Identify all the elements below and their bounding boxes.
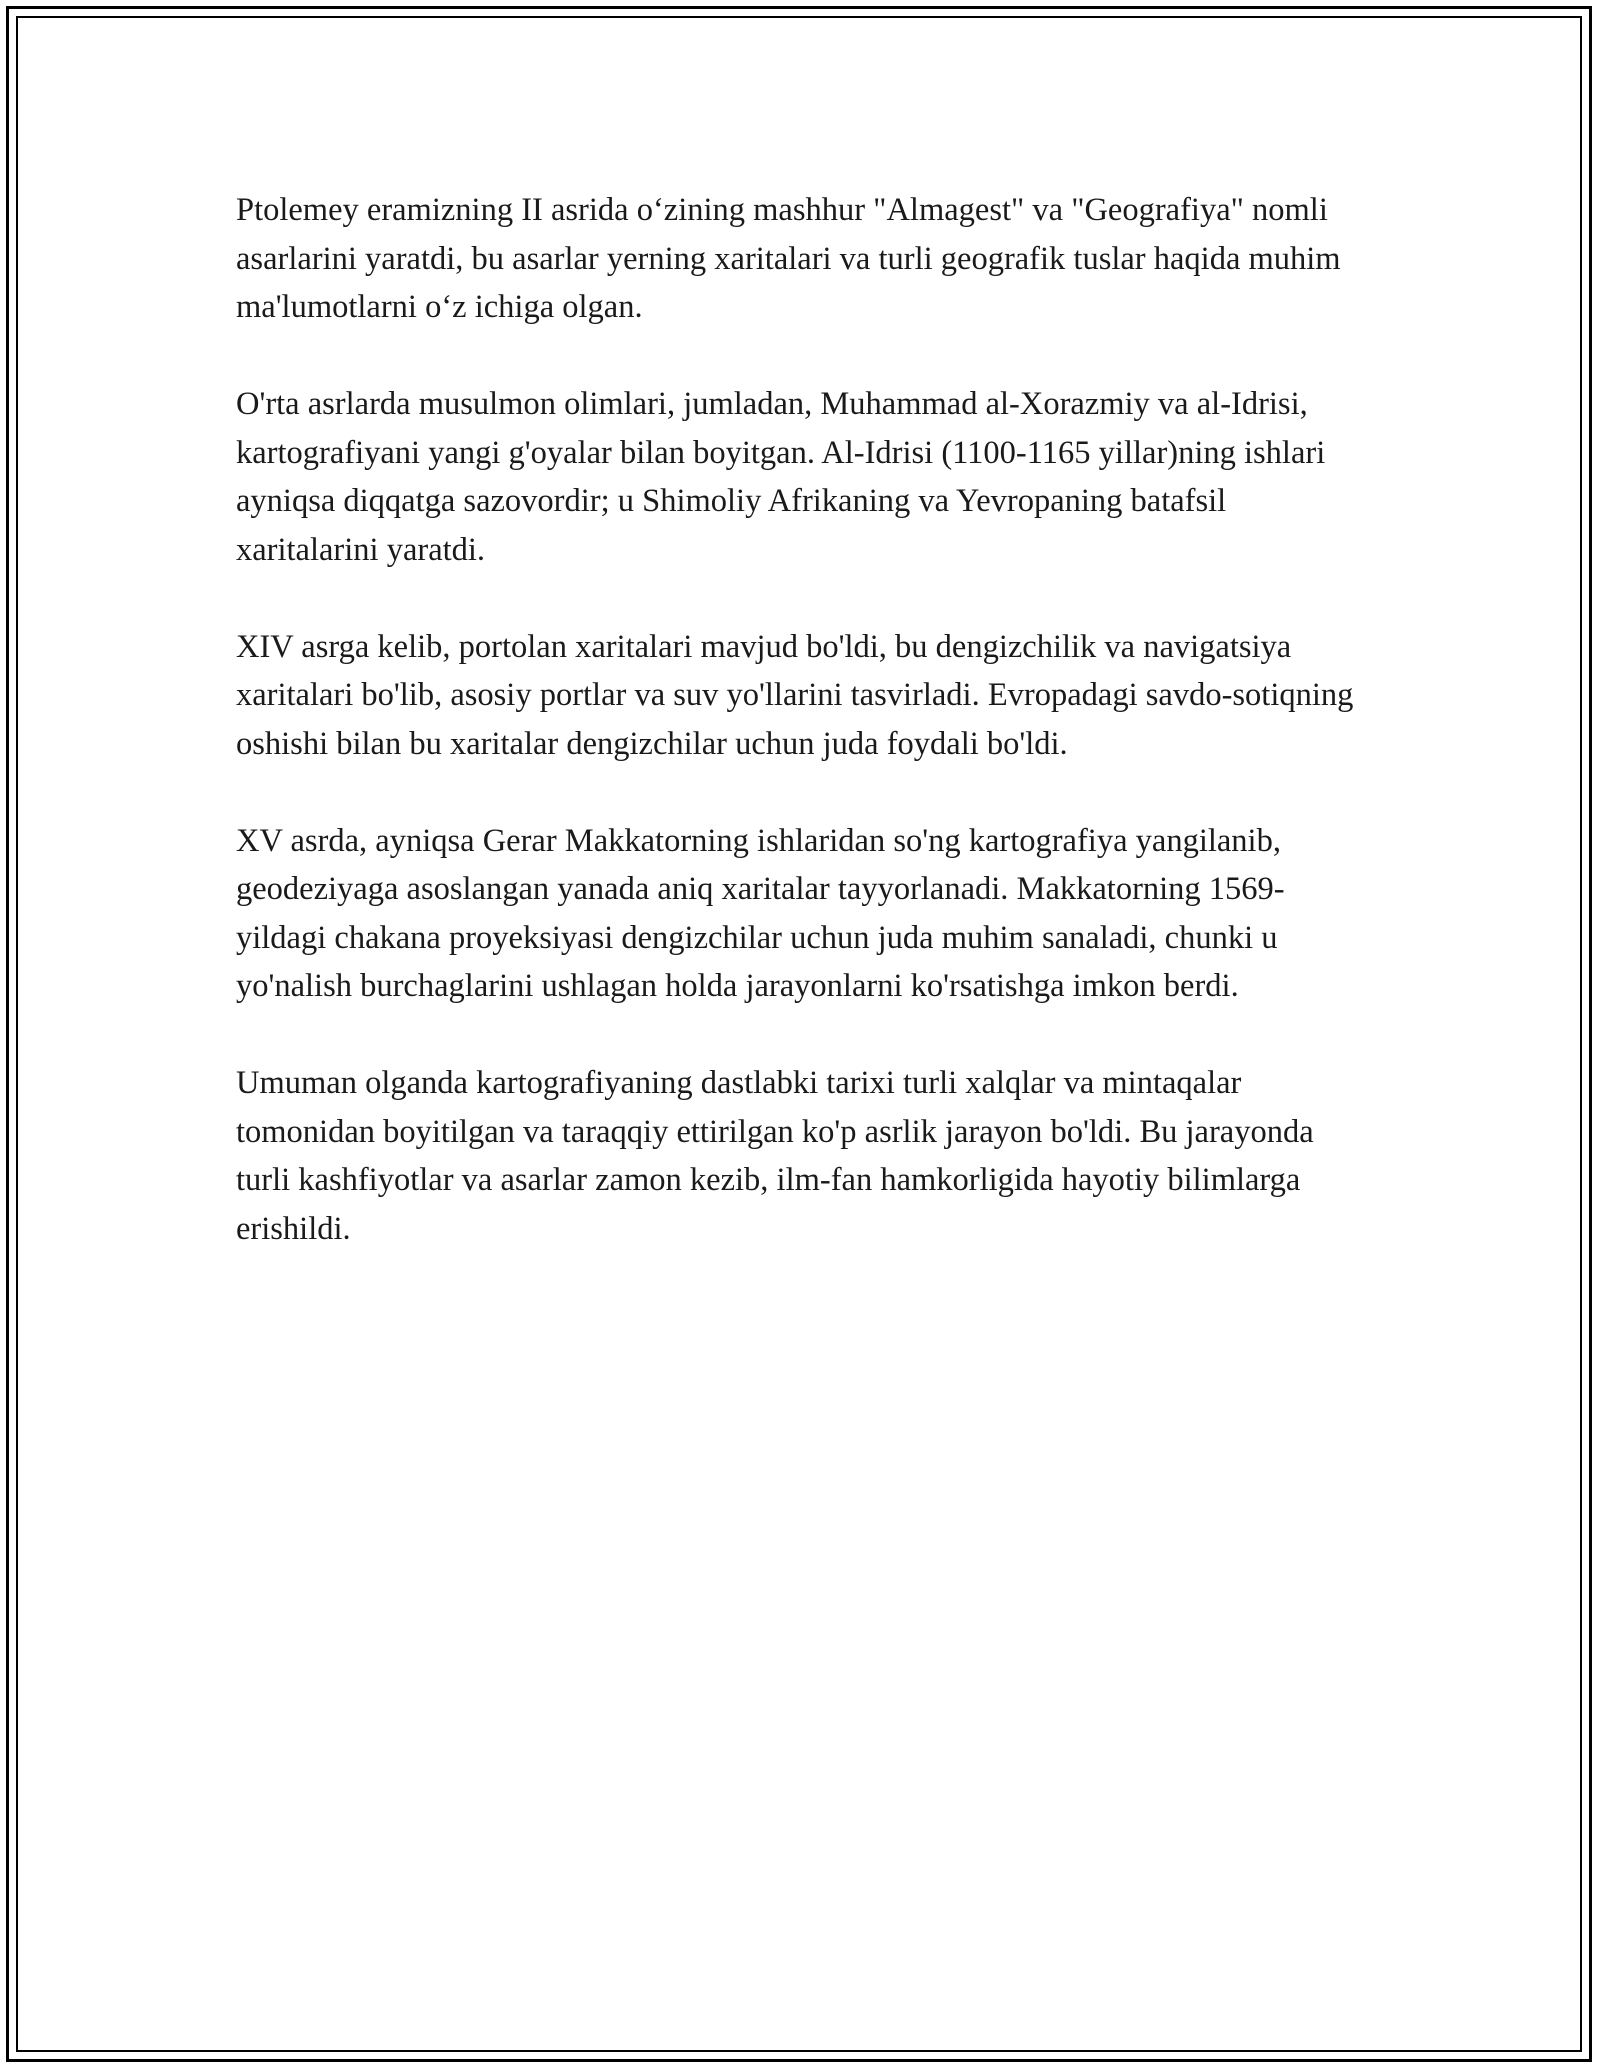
paragraph-medieval-scholars: O'rta asrlarda musulmon olimlari, jumladan, Muhammad al-Xorazmiy va al-Idrisi, kartografiyani yangi g'oyalar bilan boyitgan. Al-Idrisi (1100-1165 yillar)ning ishlari ayniqsa diqqatga sazovordir; u Shimoliy Afrikaning va Yevropaning batafsil xaritalarini yaratdi. [236,386,1326,568]
paragraph-ptolemy: Ptolemey eramizning II asrida o‘zining mashhur "Almagest" va "Geografiya" nomli asarlarini yaratdi, bu asarlar yerning xaritalari va turli geografik tuslar haqida muhim ma'lumotlarni o‘z ichiga olgan. [236,192,1341,325]
paragraph-summary: Umuman olganda kartografiyaning dastlabki tarixi turli xalqlar va mintaqalar tomonidan boyitilgan va taraqqiy ettirilgan ko'p asrlik jarayon bo'ldi. Bu jarayonda turli kashfiyotlar va asarlar zamon kezib, ilm-fan hamkorligida hayotiy bilimlarga erishildi. [236,1065,1314,1247]
paragraph-mercator: XV asrda, ayniqsa Gerar Makkatorning ishlaridan so'ng kartografiya yangilanib, geodeziyaga asoslangan yanada aniq xaritalar tayyorlanadi. Makkatorning 1569-yildagi chakana proyeksiyasi dengizchilar uchun juda muhim sanaladi, chunki u yo'nalish burchaglarini ushlagan holda jarayonlarni ko'rsatishga imkon berdi. [236,822,1285,1004]
document-body [236,186,1366,1302]
paragraph-portolan-charts: XIV asrga kelib, portolan xaritalari mavjud bo'ldi, bu dengizchilik va navigatsiya xaritalari bo'lib, asosiy portlar va suv yo'llarini tasvirladi. Evropadagi savdo-sotiqning oshishi bilan bu xaritalar dengizchilar uchun juda foydali bo'ldi. [236,628,1354,762]
